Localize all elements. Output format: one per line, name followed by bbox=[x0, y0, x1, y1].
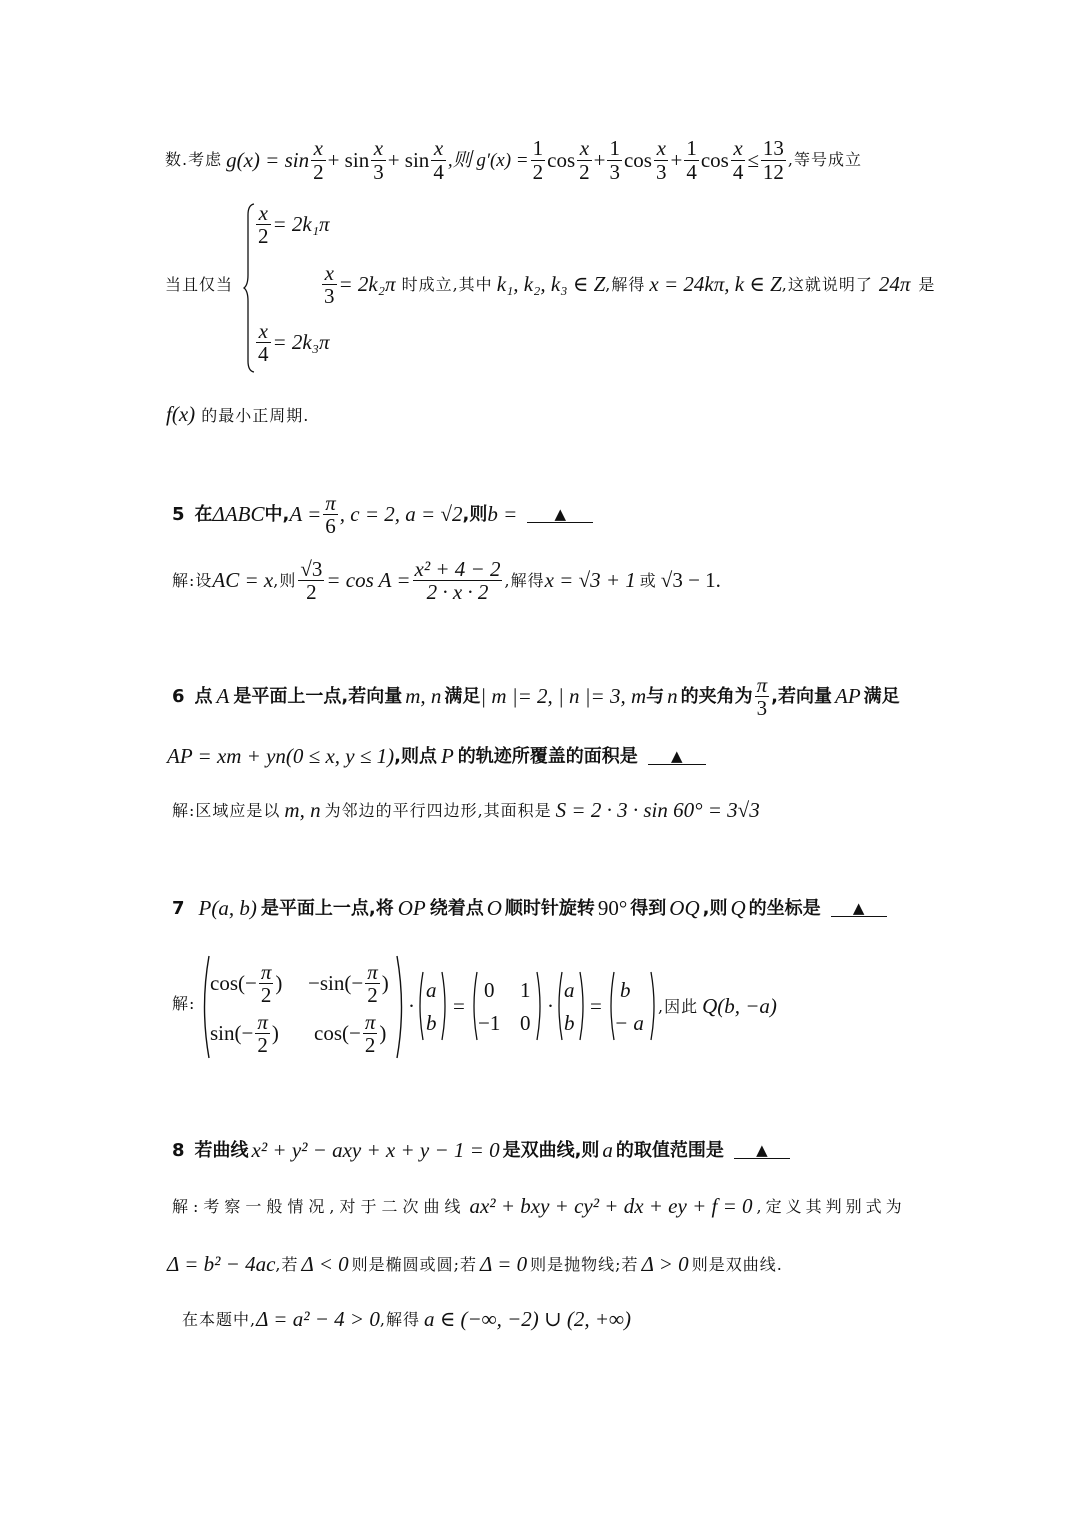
math: ) bbox=[381, 971, 389, 996]
matrix-paren-left-1 bbox=[198, 955, 210, 1059]
math: Q bbox=[730, 896, 746, 920]
math-vector: m, n bbox=[405, 684, 442, 709]
sys-eq-3 bbox=[254, 320, 330, 365]
q8-stem bbox=[172, 1140, 790, 1161]
text: ,解得 bbox=[605, 274, 646, 294]
math: ≤ bbox=[747, 147, 759, 172]
math: ax² + bxy + cy² + dx + ey + f = 0 bbox=[469, 1194, 753, 1218]
answer-blank: ▲ bbox=[831, 901, 887, 917]
text: 绕着点 bbox=[429, 897, 484, 919]
text: 解:考察一般情况,对于二次曲线 bbox=[172, 1196, 466, 1216]
math: ) bbox=[275, 971, 283, 996]
math: Δ = 0 bbox=[480, 1252, 528, 1276]
math: Δ = a² − 4 > 0 bbox=[256, 1307, 380, 1331]
frac-cos-law: $\frac{\text{x² + 4 − 2}}{2 \cdot x \cdot 2}$ bbox=[414, 557, 501, 605]
math: cos bbox=[700, 147, 729, 172]
frac-x-4c: $\frac{x}{4}$ bbox=[258, 319, 269, 367]
math: a ∈ (−∞, −2) ∪ (2, +∞) bbox=[423, 1307, 632, 1331]
frac-x-2: x 2 bbox=[313, 136, 324, 184]
q7-stem bbox=[172, 898, 887, 919]
text: 满足 bbox=[863, 685, 900, 707]
math: S = 2 · 3 · sin 60° = 3√3 bbox=[555, 798, 760, 822]
q7-sol-label: 解: bbox=[172, 994, 196, 1013]
text: ,因此 bbox=[658, 996, 699, 1016]
frac-pi-2d: $\frac{\pi}{2}$ bbox=[364, 1010, 376, 1058]
math: √3 − 1. bbox=[660, 568, 721, 593]
text: 当且仅当 bbox=[165, 274, 234, 294]
question-number: 7 bbox=[172, 897, 185, 919]
q8-sol-line3 bbox=[182, 1309, 631, 1330]
m2-22: 0 bbox=[520, 1011, 531, 1035]
q6-stem-line2 bbox=[167, 746, 706, 767]
q6-stem-line1 bbox=[172, 674, 900, 719]
q5-stem bbox=[172, 492, 593, 537]
text: 则是双曲线. bbox=[691, 1254, 783, 1274]
text: 中, bbox=[264, 503, 290, 525]
math: P(a, b) bbox=[198, 896, 257, 920]
q7-conclusion bbox=[658, 996, 777, 1017]
math: ) bbox=[379, 1021, 387, 1046]
q8-sol-line2 bbox=[167, 1254, 783, 1275]
text: 顺时针旋转 bbox=[504, 897, 595, 919]
vec-res-b: b bbox=[620, 978, 631, 1002]
matrix-paren-right-2 bbox=[536, 971, 544, 1041]
math: P bbox=[440, 744, 454, 768]
frac-1-4: $\frac{1}{4}$ bbox=[686, 136, 697, 184]
math: k₁, k₂, k₃ ∈ Z bbox=[496, 272, 606, 297]
math: , c = 2, a = √2 bbox=[339, 502, 463, 527]
text: 或 bbox=[639, 570, 657, 590]
vec-paren-left-1 bbox=[416, 971, 424, 1041]
text: 时成立,其中 bbox=[401, 274, 493, 294]
text: 解:区域应是以 bbox=[172, 800, 281, 820]
math: OQ bbox=[669, 896, 700, 920]
math-vector: m, n bbox=[284, 798, 321, 822]
text: ,则 bbox=[273, 570, 297, 590]
m2-11: 0 bbox=[484, 978, 495, 1002]
vec-b-1: b bbox=[426, 1011, 437, 1035]
p4-line-1 bbox=[165, 136, 862, 184]
math: b = bbox=[487, 502, 518, 527]
frac-x-4b: $\frac{x}{4}$ bbox=[732, 136, 744, 184]
frac-x-3c: $\frac{x}{3}$ bbox=[324, 261, 335, 309]
math: A bbox=[216, 684, 230, 709]
math-vector: AP bbox=[835, 684, 861, 709]
math: x = √3 + 1 bbox=[544, 568, 636, 593]
vec-a-2: a bbox=[564, 978, 575, 1002]
math: Q(b, −a) bbox=[702, 994, 777, 1018]
math: cos(− bbox=[314, 1021, 361, 1046]
math: cos(− bbox=[210, 971, 257, 996]
vec-paren-right-1 bbox=[441, 971, 449, 1041]
text: 的坐标是 bbox=[748, 897, 821, 919]
dot-1: · bbox=[408, 994, 415, 1018]
frac-13-12: $\frac{13}{12}$ bbox=[762, 136, 784, 184]
math: = cos A = bbox=[326, 568, 411, 593]
math: | m |= 2, | n |= 3, m bbox=[480, 684, 647, 709]
text: ,若向量 bbox=[771, 685, 833, 707]
math: Δ = b² − 4ac bbox=[167, 1252, 276, 1276]
frac-x-3: x 3 bbox=[373, 136, 384, 184]
equals-1: = bbox=[453, 994, 465, 1018]
text: 解:设 bbox=[172, 570, 213, 590]
text: 在本题中, bbox=[182, 1309, 257, 1329]
text: 则是椭圆或圆;若 bbox=[351, 1254, 478, 1274]
math: OP bbox=[397, 896, 426, 920]
answer-blank: ▲ bbox=[527, 507, 593, 523]
text: 的夹角为 bbox=[680, 685, 753, 707]
math: A = bbox=[289, 502, 322, 527]
frac-pi-2b: $\frac{\pi}{2}$ bbox=[367, 960, 378, 1008]
p4-line-2 bbox=[165, 262, 935, 307]
math: Δ > 0 bbox=[641, 1252, 689, 1276]
math: 90° bbox=[597, 896, 628, 920]
matrix-paren-left-2 bbox=[470, 971, 478, 1041]
frac-pi-3: π 3 bbox=[756, 673, 768, 721]
math: cos bbox=[547, 147, 576, 172]
text: ,则 bbox=[462, 503, 488, 525]
text: 是平面上一点,若向量 bbox=[233, 685, 403, 707]
frac-pi-2c: $\frac{\pi}{2}$ bbox=[257, 1010, 268, 1058]
text: ,等号成立 bbox=[787, 150, 862, 169]
text: ,若 bbox=[275, 1254, 299, 1274]
vec-paren-right-2 bbox=[579, 971, 587, 1041]
math: f(x) bbox=[166, 402, 196, 426]
frac-1-2: $\frac{1}{2}$ bbox=[532, 136, 544, 184]
question-number: 8 bbox=[172, 1139, 185, 1161]
math: + sin bbox=[327, 147, 370, 172]
vec-paren-right-3 bbox=[650, 971, 658, 1041]
equals-2: = bbox=[590, 994, 602, 1018]
math: a bbox=[602, 1138, 613, 1162]
question-number: 5 bbox=[172, 503, 185, 525]
math: AP = xm + yn(0 ≤ x, y ≤ 1) bbox=[167, 744, 395, 768]
sys-eq-1 bbox=[254, 202, 330, 247]
matrix-paren-right-1 bbox=[396, 955, 408, 1059]
text: ,定义其判别式为 bbox=[756, 1196, 906, 1216]
text: 的取值范围是 bbox=[615, 1139, 724, 1161]
rotation-matrix bbox=[210, 957, 405, 1061]
math: AC = x bbox=[212, 568, 274, 593]
math: 24π bbox=[878, 272, 911, 297]
text: ,则 bbox=[702, 897, 728, 919]
math: ΔABC bbox=[212, 502, 265, 527]
math: Δ < 0 bbox=[301, 1252, 349, 1276]
text: 点 bbox=[194, 685, 213, 707]
text: 的最小正周期. bbox=[201, 406, 310, 425]
q5-solution bbox=[172, 558, 721, 603]
text: 数.考虑 bbox=[165, 150, 223, 169]
text: ,则点 bbox=[394, 745, 437, 767]
frac-x-2c: $\frac{x}{2}$ bbox=[258, 201, 269, 249]
p4-line-3 bbox=[166, 404, 309, 425]
math: = 2k₂π bbox=[338, 272, 396, 297]
text: 是 bbox=[918, 274, 936, 294]
math: = 2k₃π bbox=[272, 330, 330, 355]
frac-x-3b: x 3 bbox=[655, 136, 667, 184]
math: + bbox=[593, 147, 606, 172]
text: 是双曲线,则 bbox=[502, 1139, 600, 1161]
math: ) bbox=[271, 1021, 279, 1046]
frac-pi-2a: $\frac{\pi}{2}$ bbox=[260, 960, 272, 1008]
frac-x-4: x 4 bbox=[433, 136, 444, 184]
text: ,这就说明了 bbox=[781, 274, 873, 294]
answer-blank: ▲ bbox=[734, 1143, 790, 1159]
math: + bbox=[670, 147, 683, 172]
text: 为邻边的平行四边形,其面积是 bbox=[324, 800, 552, 820]
vec-paren-left-2 bbox=[555, 971, 563, 1041]
text: 得到 bbox=[630, 897, 667, 919]
frac-x-2b: x 2 bbox=[579, 136, 590, 184]
vec-a-1: a bbox=[426, 978, 437, 1002]
frac-1-3: $\frac{1}{3}$ bbox=[609, 136, 620, 184]
math-g-def: g(x) = sin bbox=[226, 147, 310, 172]
text: 与 bbox=[646, 685, 665, 707]
question-number: 6 bbox=[172, 685, 185, 707]
text: ,解得 bbox=[379, 1309, 420, 1329]
m2-12: 1 bbox=[520, 978, 531, 1002]
math: + sin bbox=[387, 147, 430, 172]
math: −sin(− bbox=[308, 971, 364, 996]
math: n bbox=[667, 684, 678, 709]
math: x² + y² − axy + x + y − 1 = 0 bbox=[251, 1138, 500, 1162]
math-gprime: ,则 g′(x) = bbox=[447, 149, 529, 171]
text: 满足 bbox=[444, 685, 481, 707]
frac-pi-6: $\frac{\pi}{6}$ bbox=[325, 491, 336, 539]
frac-sqrt3-2: $\frac{√3}{2}$ bbox=[300, 557, 323, 605]
text: 的轨迹所覆盖的面积是 bbox=[457, 745, 638, 767]
m2-21: −1 bbox=[478, 1011, 501, 1035]
math: sin(− bbox=[210, 1021, 254, 1046]
math: x = 24kπ, k ∈ Z bbox=[649, 272, 782, 297]
text: 在 bbox=[194, 503, 213, 525]
q8-sol-line1 bbox=[172, 1196, 906, 1217]
answer-blank: ▲ bbox=[648, 749, 706, 765]
math: = 2k₁π bbox=[272, 212, 330, 237]
vec-res-neg-a: − a bbox=[614, 1011, 644, 1035]
vec-b-2: b bbox=[564, 1011, 575, 1035]
text: 若曲线 bbox=[194, 1139, 249, 1161]
q6-solution bbox=[172, 800, 760, 821]
math: O bbox=[486, 896, 502, 920]
dot-2: · bbox=[547, 994, 554, 1018]
text: ,解得 bbox=[504, 570, 545, 590]
text: 则是抛物线;若 bbox=[530, 1254, 639, 1274]
text: 是平面上一点,将 bbox=[260, 897, 394, 919]
math: cos bbox=[623, 147, 652, 172]
